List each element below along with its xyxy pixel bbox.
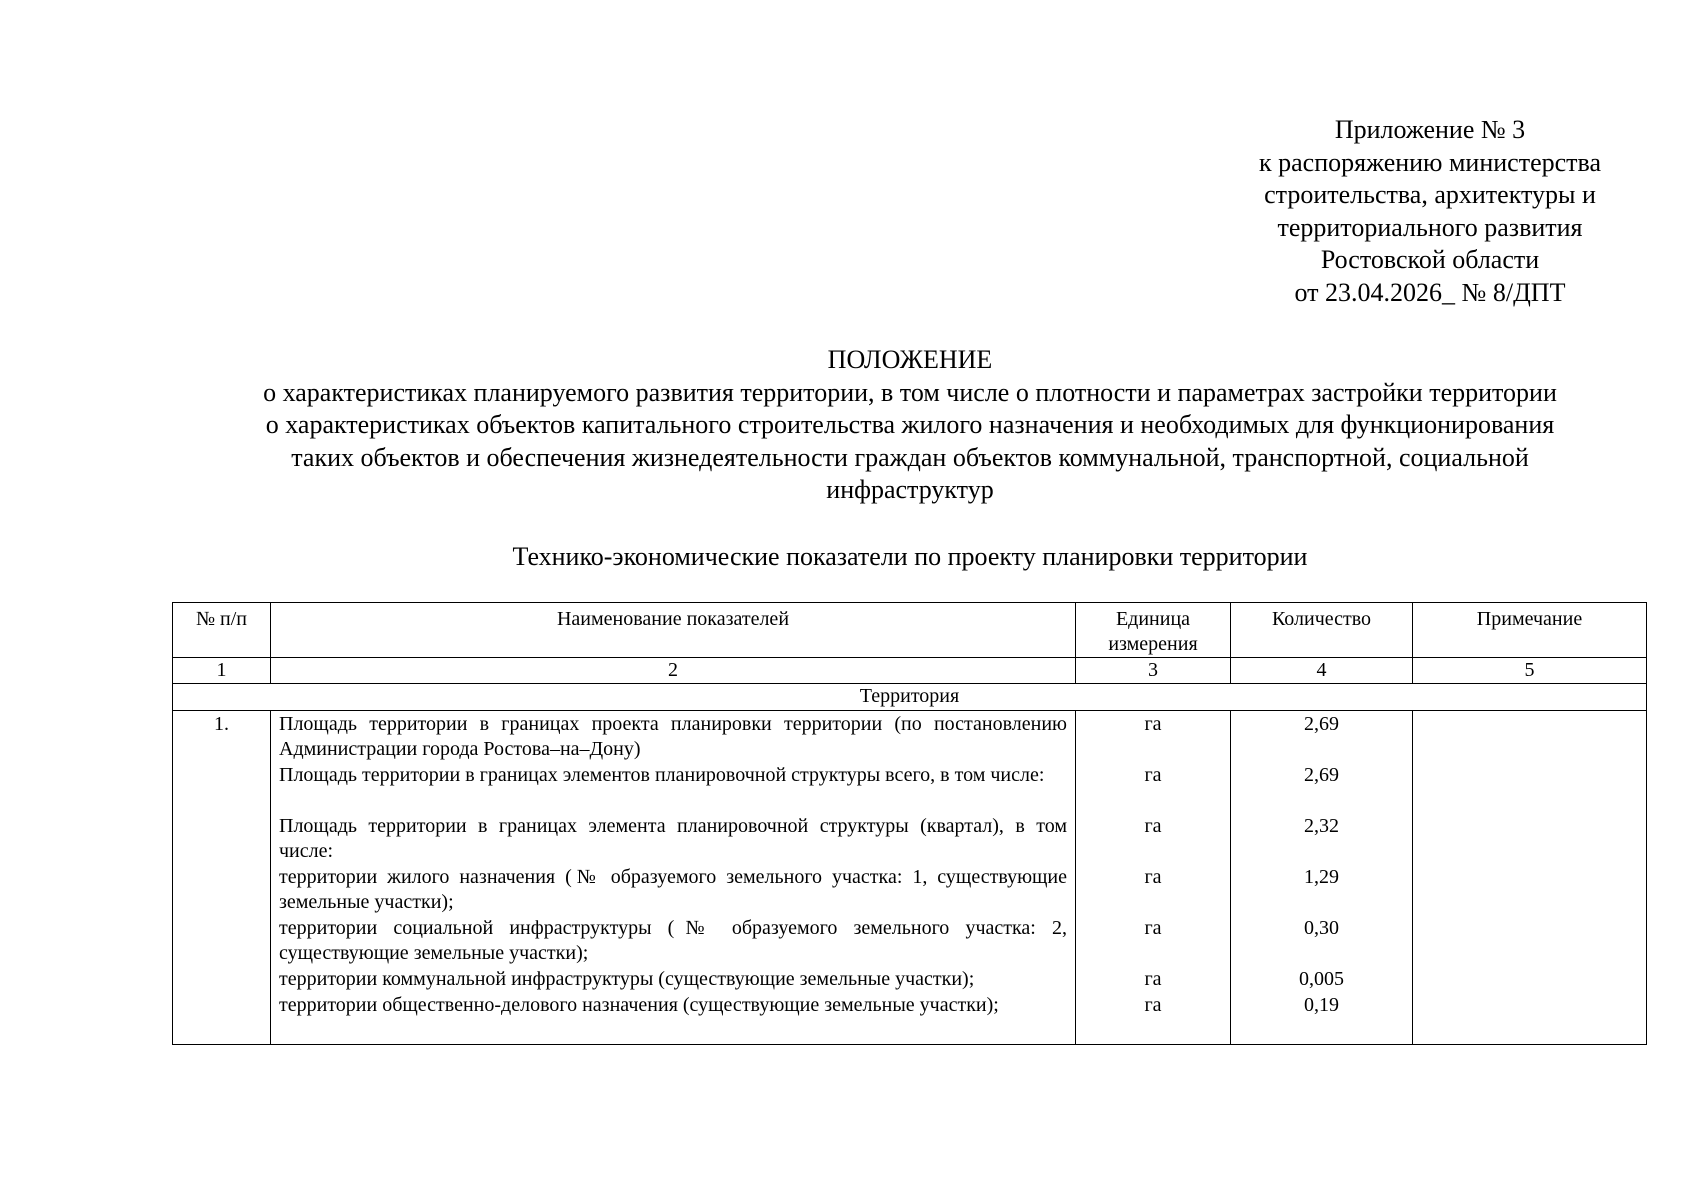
column-number: 1	[173, 658, 271, 684]
indicator-value: 0,19	[1304, 994, 1339, 1016]
indicator-unit: га	[1144, 917, 1162, 939]
indicator-value: 0,30	[1304, 917, 1339, 939]
indicator-unit: га	[1144, 968, 1162, 990]
indicator-value: 2,69	[1304, 764, 1339, 786]
indicator-name: территории общественно-делового назначения (существующие земельные участки);	[279, 994, 999, 1016]
indicator-name: Площадь территории в границах элементов планировочной структуры всего, в том числе:	[279, 764, 1045, 786]
header-note: Примечание	[1413, 603, 1647, 658]
table-row	[173, 711, 1647, 1045]
indicator-value: 1,29	[1304, 866, 1339, 888]
indicator-value: 0,005	[1299, 968, 1344, 990]
section-title: Территория	[173, 684, 1647, 711]
column-number: 4	[1231, 658, 1413, 684]
appendix-date-number: от 23.04.2026_ № 8/ДПТ	[1294, 277, 1566, 307]
header-num: № п/п	[173, 603, 271, 658]
header-name: Наименование показателей	[271, 603, 1076, 658]
indicator-unit: га	[1144, 866, 1162, 888]
column-number: 5	[1413, 658, 1647, 684]
appendix-line: территориального развития	[1277, 212, 1583, 242]
indicator-unit: га	[1144, 994, 1162, 1016]
quantity-cell	[1231, 711, 1413, 1045]
indicator-names-cell	[271, 711, 1076, 1045]
document-subtitle-line: таких объектов и обеспечения жизнедеятельности граждан объектов коммунальной, транспортной, социальной	[291, 442, 1529, 472]
note-cell	[1413, 711, 1647, 1045]
indicator-name: Площадь территории в границах проекта планировки территории (по постановлению Администрации города Ростова–на–Дону)	[279, 713, 1067, 760]
indicator-name: территории коммунальной инфраструктуры (существующие земельные участки);	[279, 968, 975, 990]
header-unit: Единица измерения	[1076, 603, 1231, 658]
indicator-unit: га	[1144, 815, 1162, 837]
indicator-unit: га	[1144, 764, 1162, 786]
appendix-number: Приложение № 3	[1334, 115, 1526, 144]
document-title: ПОЛОЖЕНИЕ	[827, 345, 993, 374]
appendix-line: к распоряжению министерства	[1258, 147, 1601, 177]
indicator-name: территории жилого назначения (№ образуемого земельного участка: 1, существующие земельные участки);	[279, 866, 1067, 913]
section-row	[173, 684, 1647, 711]
indicator-unit: га	[1144, 713, 1162, 735]
header-qty: Количество	[1231, 603, 1413, 658]
indicators-table	[172, 602, 1647, 1045]
indicator-value: 2,32	[1304, 815, 1339, 837]
document-heading	[60, 344, 1698, 507]
table-header-row	[173, 603, 1647, 658]
indicator-name: Площадь территории в границах элемента планировочной структуры (квартал), в том числе:	[279, 815, 1067, 862]
document-subtitle-line: о характеристиках планируемого развития территории, в том числе о плотности и параметрах застройки территории	[263, 377, 1557, 407]
column-numbers-row	[173, 658, 1647, 684]
unit-cell	[1076, 711, 1231, 1045]
document-subtitle-line: о характеристиках объектов капитального строительства жилого назначения и необходимых для функционирования	[265, 410, 1555, 439]
appendix-block	[1180, 114, 1680, 309]
column-number: 3	[1076, 658, 1231, 684]
document-subtitle-line: инфраструктур	[826, 475, 994, 504]
column-number: 2	[271, 658, 1076, 684]
table-title: Технико-экономические показатели по проекту планировки территории	[512, 542, 1308, 571]
row-number: 1.	[173, 711, 271, 1045]
indicator-value: 2,69	[1304, 713, 1339, 735]
appendix-line: строительства, архитектуры и	[1264, 180, 1596, 209]
indicator-name: территории социальной инфраструктуры (№ образуемого земельного участка: 2, существующие земельные участки);	[279, 917, 1067, 964]
appendix-line: Ростовской области	[1320, 245, 1540, 274]
